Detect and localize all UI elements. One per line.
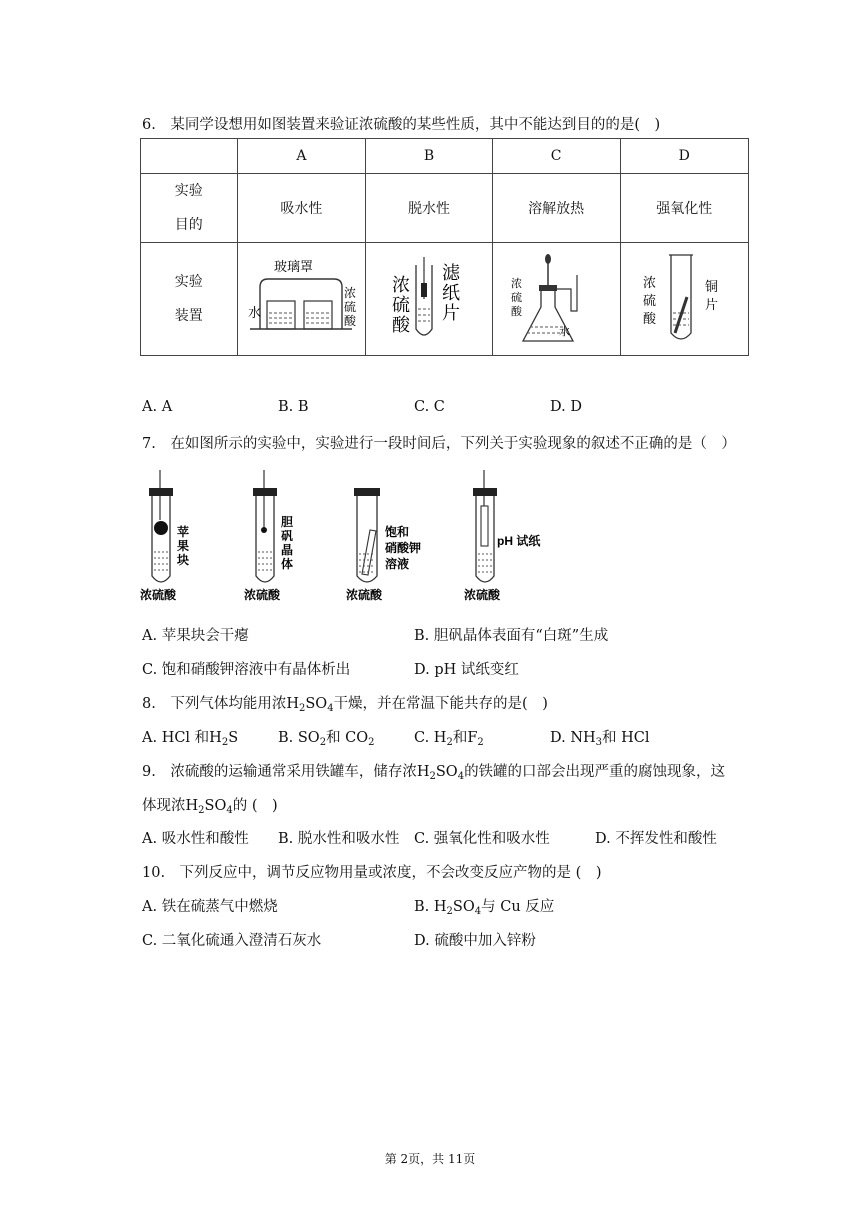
- q7-option-b[interactable]: B. 胆矾晶体表面有“白斑”生成: [414, 628, 609, 644]
- q7-option-c[interactable]: C. 饱和硝酸钾溶液中有晶体析出: [142, 662, 351, 678]
- q9-option-a[interactable]: A. 吸水性和酸性: [142, 831, 249, 847]
- test-tube-copper-diagram: [629, 249, 739, 349]
- svg-text:硫: 硫: [643, 293, 657, 308]
- row-purpose-label: 实验 目的: [141, 174, 238, 243]
- q8-option-b[interactable]: B. $SO_2$和 $CO_2$: [278, 730, 375, 748]
- svg-text:酸: 酸: [511, 306, 523, 318]
- table-corner: [141, 139, 238, 174]
- q9-stem-line1: 9. 浓硫酸的运输通常采用铁罐车，储存浓$H_2SO_4$的铁罐的口部会出现严重的腐蚀现象，这: [142, 764, 726, 782]
- svg-text:浓硫酸: 浓硫酸: [140, 588, 177, 602]
- svg-text:硫: 硫: [344, 300, 357, 314]
- q10-option-b[interactable]: B. $H_2SO_4$与 Cu 反应: [414, 899, 555, 917]
- svg-text:溶液: 溶液: [385, 557, 410, 571]
- q6-option-d[interactable]: D. D: [550, 399, 582, 415]
- apparatus-c: [492, 243, 620, 356]
- svg-text:饱和: 饱和: [385, 525, 410, 539]
- q9-option-c[interactable]: C. 强氧化性和吸水性: [414, 831, 550, 847]
- svg-text:苹: 苹: [177, 525, 190, 539]
- svg-text:浓: 浓: [643, 275, 657, 290]
- q6-option-c[interactable]: C. C: [414, 399, 445, 415]
- svg-text:片: 片: [442, 303, 461, 323]
- svg-text:浓硫酸: 浓硫酸: [244, 588, 281, 602]
- q6-option-b[interactable]: B. B: [278, 399, 309, 415]
- svg-text:滤: 滤: [442, 263, 461, 283]
- svg-text:晶: 晶: [281, 543, 294, 557]
- q10-stem: 10. 下列反应中，调节反应物用量或浓度，不会改变反应产物的是 ( ): [142, 865, 602, 881]
- svg-text:水: 水: [248, 305, 262, 320]
- svg-text:浓: 浓: [392, 275, 411, 295]
- apparatus-b: [366, 243, 493, 356]
- q7-option-a[interactable]: A. 苹果块会干瘪: [142, 628, 249, 644]
- q8-option-c[interactable]: C. $H_2$和$F_2$: [414, 730, 484, 748]
- apparatus-a: [237, 243, 366, 356]
- q9-option-d[interactable]: D. 不挥发性和酸性: [595, 831, 717, 847]
- svg-text:硫: 硫: [392, 295, 411, 315]
- page-footer: 第 2页，共 11页: [384, 1152, 476, 1166]
- q8-option-d[interactable]: D. $NH_3$和 HCl: [550, 730, 650, 748]
- header-c: C: [492, 139, 620, 174]
- q7-option-d[interactable]: D. pH 试纸变红: [414, 662, 519, 678]
- svg-text:酸: 酸: [643, 311, 657, 326]
- svg-text:浓: 浓: [344, 286, 357, 300]
- svg-text:体: 体: [281, 557, 294, 571]
- q7-stem: 7. 在如图所示的实验中，实验进行一段时间后，下列关于实验现象的叙述不正确的是（ ）: [142, 436, 736, 452]
- svg-text:矾: 矾: [281, 529, 294, 543]
- q8-stem: 8. 下列气体均能用浓$H_2SO_4$干燥，并在常温下能共存的是( ): [142, 696, 548, 714]
- svg-text:浓硫酸: 浓硫酸: [346, 588, 383, 602]
- purpose-a: 吸水性: [237, 174, 366, 243]
- q6-option-a[interactable]: A. A: [142, 399, 173, 415]
- svg-text:胆: 胆: [281, 515, 294, 529]
- q10-option-d[interactable]: D. 硫酸中加入锌粉: [414, 933, 536, 949]
- row-apparatus-label: 实验 装置: [141, 243, 238, 356]
- q10-option-c[interactable]: C. 二氧化硫通入澄清石灰水: [142, 933, 322, 949]
- purpose-c: 溶解放热: [492, 174, 620, 243]
- flask-diagram: [497, 249, 615, 349]
- header-b: B: [366, 139, 493, 174]
- purpose-b: 脱水性: [366, 174, 493, 243]
- q6-stem: 6. 某同学设想用如图装置来验证浓硫酸的某些性质，其中不能达到目的的是( ): [142, 117, 661, 133]
- svg-text:片: 片: [705, 297, 719, 312]
- svg-text:果: 果: [177, 539, 190, 553]
- svg-text:铜: 铜: [705, 279, 719, 294]
- q9-stem-line2: 体现浓$H_2SO_4$的 ( ): [142, 798, 278, 816]
- q9-option-b[interactable]: B. 脱水性和吸水性: [278, 831, 400, 847]
- svg-text:硝酸钾: 硝酸钾: [385, 541, 422, 555]
- header-d: D: [620, 139, 748, 174]
- apparatus-d: [620, 243, 748, 356]
- svg-text:玻璃罩: 玻璃罩: [274, 259, 314, 274]
- svg-text:酸: 酸: [344, 314, 357, 328]
- svg-text:pH 试纸: pH 试纸: [497, 534, 541, 548]
- svg-text:浓硫酸: 浓硫酸: [464, 588, 501, 602]
- header-a: A: [237, 139, 366, 174]
- q7-test-tubes-figure: [140, 470, 570, 610]
- svg-text:块: 块: [177, 553, 190, 567]
- svg-text:浓: 浓: [511, 278, 523, 290]
- q10-option-a[interactable]: A. 铁在硫蒸气中燃烧: [142, 899, 278, 915]
- glass-cover-diagram: [242, 251, 360, 347]
- svg-text:水: 水: [559, 326, 571, 338]
- svg-text:硫: 硫: [511, 292, 523, 304]
- q6-table: [140, 138, 749, 356]
- purpose-d: 强氧化性: [620, 174, 748, 243]
- filter-paper-diagram: [374, 251, 484, 347]
- svg-text:纸: 纸: [442, 283, 461, 303]
- q8-option-a[interactable]: A. HCl 和$H_2S$: [142, 730, 239, 748]
- svg-text:酸: 酸: [392, 315, 411, 335]
